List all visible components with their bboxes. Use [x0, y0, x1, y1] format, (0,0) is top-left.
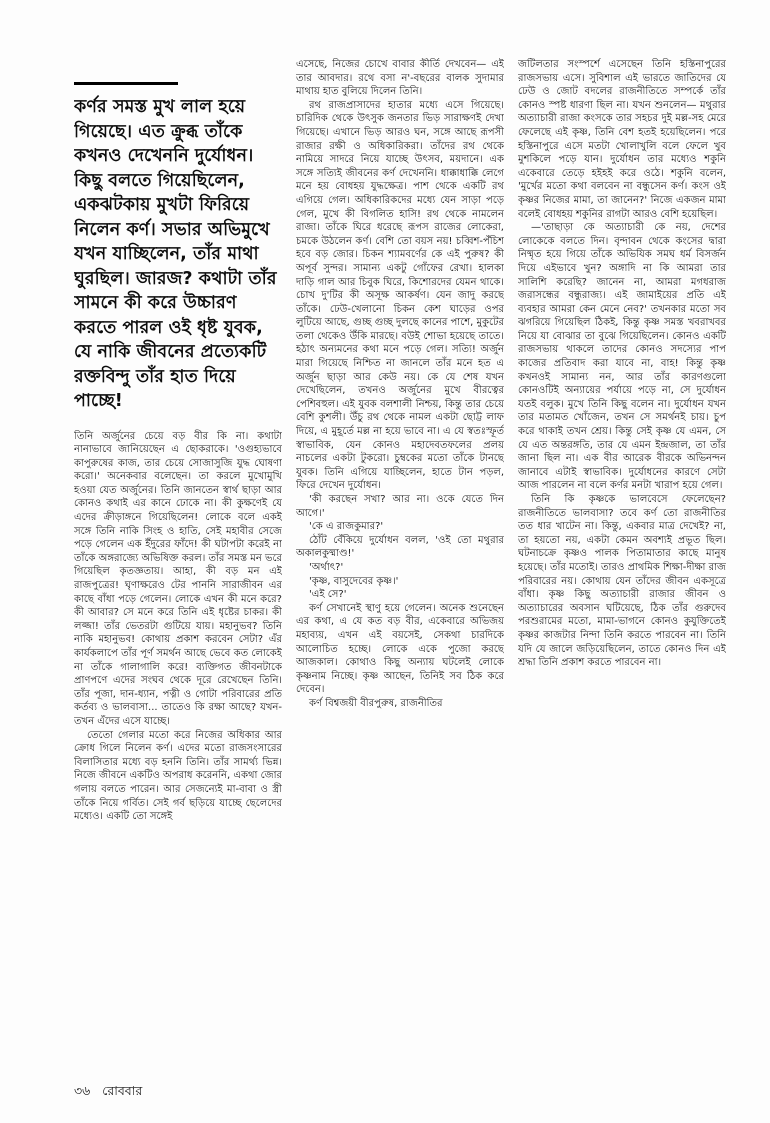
article-columns	[74, 58, 726, 1074]
paragraph: তিনি অর্জুনের চেয়ে বড় বীর কি না। কথাটা নানাভাবে জানিয়েছেন এ ছোকরাকে। 'ওগুহ্যভাবে কাপুরুষের কাজ, তার চেয়ে সোজাসুজি যুদ্ধ ঘোষণা করো।' অনেকবার বলেছেন। তা করলে মুখোমুখি হওয়া যেত অর্জুনের। তিনি জানতেন স্বার্থ ছাড়া আর কোনও কথাই এর কানে ঢোকে না। কী কুক্ষণেই যে এদের ক্রীড়াঙ্গনে গিয়েছিলেন! লোকে বলে একই সঙ্গে তিনি নাকি সিংহ ও হাতি, সেই মহাবীর সেজে পড়ে গেলেন এক ইঁদুরের ফাঁদে! কী ঘটাপটা করেই না তাঁকে অঙ্গরাজ্যে অভিষিক্ত করল। তাঁর সমস্ত মন ভরে গিয়েছিল কৃতজ্ঞতায়। আহা, কী বড় মন এই রাজপুত্রের! ঘৃণাক্ষরেও টের পাননি সারাজীবন এর কাছে বাঁধা পড়ে গেলেন। লোকে এখন কী মনে করে? কী আবার? সে মনে করে তিনি এই ধৃষ্টের চাকর। কী লজ্জা! তাঁর ভেতরটা গুটিয়ে যায়। মহানুভব? তিনি নাকি মহানুভব! কোথায় প্রকাশ করবেন সেটা? এঁর কার্যকলাপে তাঁর পূর্ণ সমর্থন আছে ভেবে কত লোকেই না তাঁকে গালাগালি করে! ব্যক্তিগত জীবনটাকে প্রাণপণে এদের সংঘব থেকে দূরে রেখেছেন তিনি। তাঁর পূজা, দান-ধ্যান, পত্নী ও গোটা পরিবারের প্রতি কর্তব্য ও ভালবাসা... তাতেও কি রক্ষা আছে? যখন-তখন এঁদের এসে যাচ্ছে।	[74, 430, 282, 727]
dialogue-line: 'এই সে?'	[309, 589, 347, 601]
page-number: ৩৬	[74, 1083, 91, 1098]
paragraph: এসেছে, নিজের চোখে বাবার কীর্তি দেখবেন— এই তার আবদার। রথে বসা ন'-বছরের বালক সুদামার মাথায় হাত বুলিয়ে দিলেন তিনি।	[296, 59, 504, 98]
middle-column-body	[296, 58, 504, 711]
right-column-body	[518, 58, 726, 670]
paragraph: কর্ণ সেখানেই স্থাণু হয়ে গেলেন। অনেক শুনেছেন এর কথা, এ যে কত বড় বীর, একেবারে অভিজয় মহাব্যয়, এখন এই বয়সেই, সেকথা চারদিকে আলোচিত হচ্ছে। লোকে একে পুজো করছে আজকাল। কোথাও কিছু অন্যায় ঘটলেই লোকে কৃষ্ণনাম নিচ্ছে। কৃষ্ণ আছেন, তিনিই সব ঠিক করে দেবেন।	[296, 602, 504, 696]
paragraph: জটিলতার সংস্পর্শে এসেছেন তিনি হস্তিনাপুরের রাজসভায় এসে। সুবিশাল এই ভারতে জাতিদের যে ঢেউ ও জোট বদলের রাজনীতিতে সম্পর্কে তাঁর কোনও স্পষ্ট ধারণা ছিল না। যখন শুনলেন— মথুরার অত্যাচারী রাজা কংসকে তার সহচর দুই মল্ল-সহ মেরে ফেলেছে এই কৃষ্ণ, তিনি বেশ হতই হয়েছিলেন। পরে হস্তিনাপুরে এসে মতটা খোলাখুলি বলে ফেলে খুব মুশকিলে পড়ে যান। দুর্যোধন তার মধ্যেও শকুনি একেবারে তেড়ে হইহই করে ওঠে। শকুনি বলেন, 'মুর্খের মতো কথা বলবেন না বন্ধুসেন কর্ণ। কংস ওই কৃষ্ণর নিজের মামা, তা জানেন?' নিজে একজন মামা বলেই বোধহয় শকুনির রাগটা আরও বেশি হয়েছিল।	[518, 59, 726, 220]
left-column-body	[74, 430, 282, 824]
paragraph: তিনি কি কৃষ্ণকে ভালবেসে ফেলেছেন? রাজনীতিতে ভালবাসা? তবে কর্ণ তো রাজনীতির তত ধার খাটেন না। কিন্তু, একবার মাত্র দেখেই? না, তা হয়তো নয়, একটা কেমন অবশ্যই প্রভূত ছিল। ঘটনাচক্রে কৃষ্ণও পালক পিতামাতার কাছে মানুষ হয়েছে। তাঁর মতোই। তারও প্রাথমিক শিক্ষা-দীক্ষা রাজ পরিবারের নয়। কোথায় যেন তাঁদের জীবন একসূত্রে বাঁধা। কৃষ্ণ কিছু অত্যাচারী রাজার জীবন ও অত্যাচারের অবসান ঘটিয়েছে, ঠিক তাঁর গুরুদেব পরশুরামের মতো, মামা-ভাগনে কোনও কুযুক্তিতেই কৃষ্ণর কাজটার নিন্দা তিনি করতে পারবেন না। তিনি যদি যে জালে জড়িয়েছিলেন, তাতে কোনও দিন এই শ্রদ্ধা তিনি প্রকাশ করতে পারবেন না।	[518, 494, 726, 669]
pull-quote: কর্ণর সমস্ত মুখ লাল হয়ে গিয়েছে। এত ক্রুব্ধ তাঁকে কখনও দেখেননি দুর্যোধন। কিছু বলতে গিয়েছিলেন, একঝটকায় মুখটা ফিরিয়ে নিলেন কর্ণ। সভার অভিমুখে যখন যাচ্ছিলেন, তাঁর মাথা ঘুরছিল। জারজ? কথাটা তাঁর সামনে কী করে উচ্চারণ করতে পারল ওই ধৃষ্ট যুবক, যে নাকি জীবনের প্রত্যেকটি রক্তবিন্দু তাঁর হাত দিয়ে পাচ্ছে!	[74, 97, 277, 411]
dialogue-line: 'কে এ রাজকুমার?'	[309, 521, 384, 533]
dialogue-line: ঠোঁট বেঁকিয়ে দুর্যোধন বলল, 'ওই তো মথুরার অকালকুষ্মাণ্ড!'	[296, 534, 504, 560]
page-footer	[74, 1083, 142, 1103]
column-left	[74, 58, 282, 1074]
paragraph: রথ রাজপ্রাসাদের হাতার মধ্যে এসে গিয়েছে। চারিদিক থেকে উৎসুক জনতার ভিড় সারাক্ষণই দেখা গিয়েছে। এখানে ভিড় আরও ঘন, সঙ্গে আছে রূপসী রাজার রক্ষী ও অধিকারিকরা। তাঁদের রথ থেকে নামিয়ে সাদরে নিয়ে যাচ্ছে উৎসব, ময়দানে। এক সঙ্গে সত্যিই জীবনের কর্ণ দেখেননি। ধাক্কাধাক্কি লেগে মনে হয় বোধহয় যুদ্ধক্ষেত্র। পাশ থেকে একটি রথ এগিয়ে গেল। অধিকারিকদের মধ্যে যেন সাড়া পড়ে গেল, মুখে কী বিগলিত হাসি! রথ থেকে নামলেন রাজা। তাঁকে ঘিরে ধরেছে রূপস রাজের লোকেরা, চমকে উঠলেন কর্ণ। বেশি তো বয়স নয়! চব্বিশ-পঁচিশ হবে বড় জোর। চিকন শ্যামবর্ণের কে এই পুরুষ? কী অপূর্ব সুন্দর। সামান্য একটু গোঁফের রেখা। হালকা দাড়ি গাল আর চিবুক ঘিরে, কিশোরদের যেমন থাকে। চোখ দু'টির কী অসূক্ষ আকর্ষণ। যেন জাদু করছে তাঁকে। ঢেউ-খেলানো চিকন কেশ ঘাড়ের ওপর লুটিয়ে আছে, গুচ্ছ গুচ্ছ দুলছে কানের পাশে, মুকুটের তলা থেকেও উঁকি মারছে। বউই শোভা হয়েছে তাতে। হঠাৎ অন্যমনের কথা মনে পড়ে গেল। সত্যি! অর্জুন মারা গিয়েছে নিশ্চিত না জানলে তাঁর মনে হত এ অর্জুন ছাড়া আর কেউ নয়। কে যে শেষ যখন দেখেছিলেন, তখনও অর্জুনের মুখে বীরত্বের পেশিবহুল। এই যুবক বলশালী নিশ্চয়, কিন্তু তার চেয়ে বেশি কুশলী। উঁচু রথ থেকে নামল একটা ছোট্ট লাফ দিয়ে, এ মুহূর্তে মল্ল না হয়ে ভাবে না। এ যে স্বতঃস্ফূর্ত স্বাভাবিক, যেন কোনও মহাদেবতফলের প্রলয় নাচলের একটা টুকরো। চুম্বকের মতো তাঁকে টানছে যুবক। তিনি এগিয়ে যাচ্ছিলেন, হাতে টান পড়ল, ফিরে দেখেন দুর্যোধন।	[296, 99, 504, 492]
paragraph: —'তাছাড়া কে অত্যাচারী কে নয়, দেশের লোকেকে বলতে দিন। বৃন্দাবন থেকে কংসের দ্বারা নিষ্মৃত হয়ে গিয়ে তাঁকে অভিযিক সমঘ ধর্ম বিসর্জন দিয়ে এইভাবে খুন? অঙ্গাদি না কি আমরা তার সালিশি করেছি? জানেন না, আমরা মগধরাজ জরাসন্ধের বন্ধুরাজ্য। এই জামাইয়ের প্রতি এই ব্যবহার আমরা কেন মেনে নেব?' তখনকার মতো সব ঝগরিয়ে গিয়েছিল ঠিকই, কিন্তু কৃষ্ণ সমস্ত খবরাখবর নিয়ে যা বোঝার তা বুঝে গিয়েছিলেন। কোনও একটি রাজসভায় থাকলে তাদের কোনও সদস্যের পাপ কাজের প্রতিবাদ করা যাবে না, বাহ! কিন্তু কৃষ্ণ কখনওই সামান্য নন, আর তাঁর কারণগুলো কোনওটিই অন্যায়ের পর্যায়ে পড়ে না, সে দুর্যোধন যতই বলুক। মুখে তিনি কিছু বলেন না। দুর্যোধন যখন তার মতামত খোঁজেন, তখন সে সমর্থনই চায়। চুপ করে থাকাই তখন শ্রেয়। কিন্তু সেই কৃষ্ণ যে এমন, সে যে এত অন্তরঙ্গতি, তার যে এমন ইন্দ্রজাল, তা তাঁর জানা ছিল না। এক বীর আরেক বীরকে অভিনন্দন জানাবে এটাই স্বাভাবিক। দুর্যোধনের কারণে সেটা আজ পারলেন না বলে কর্ণর মনটা খারাপ হয়ে গেল।	[518, 222, 726, 492]
paragraph: তেতো গেলার মতো করে নিজের অধিকার আর ক্রোধ গিলে নিলেন কর্ণ। এদের মতো রাজসংসারের বিলাসিতার মধ্যে বড় হননি তিনি। তাঁর সামর্থ্য ভিন্ন। নিজে জীবনে একটিও অপরাধ করেননি, একথা জোর গলায় বলতে পারেন। আর সেজন্যেই মা-বাবা ও স্ত্রী তাঁকে নিয়ে গর্বিত। সেই গর্ব ছড়িয়ে যাচ্ছে ছেলেদের মধ্যেও। একটি তো সঙ্গেই	[74, 729, 282, 823]
dialogue-line: 'অর্থাৎ?'	[309, 561, 344, 573]
magazine-title: রোববার	[102, 1083, 143, 1098]
paragraph: কর্ণ বিশ্বজয়ী বীরপুরুষ, রাজনীতির	[309, 697, 443, 709]
column-right	[518, 58, 726, 1074]
dialogue-line: 'কৃষ্ণ, বাসুদেবের কৃষ্ণ।'	[309, 575, 399, 587]
column-middle	[296, 58, 504, 1074]
dialogue-line: 'কী করছেন সখা? আর না। ওকে যেতে দিন আগে।'	[296, 494, 504, 519]
pull-quote-rule	[74, 82, 178, 85]
